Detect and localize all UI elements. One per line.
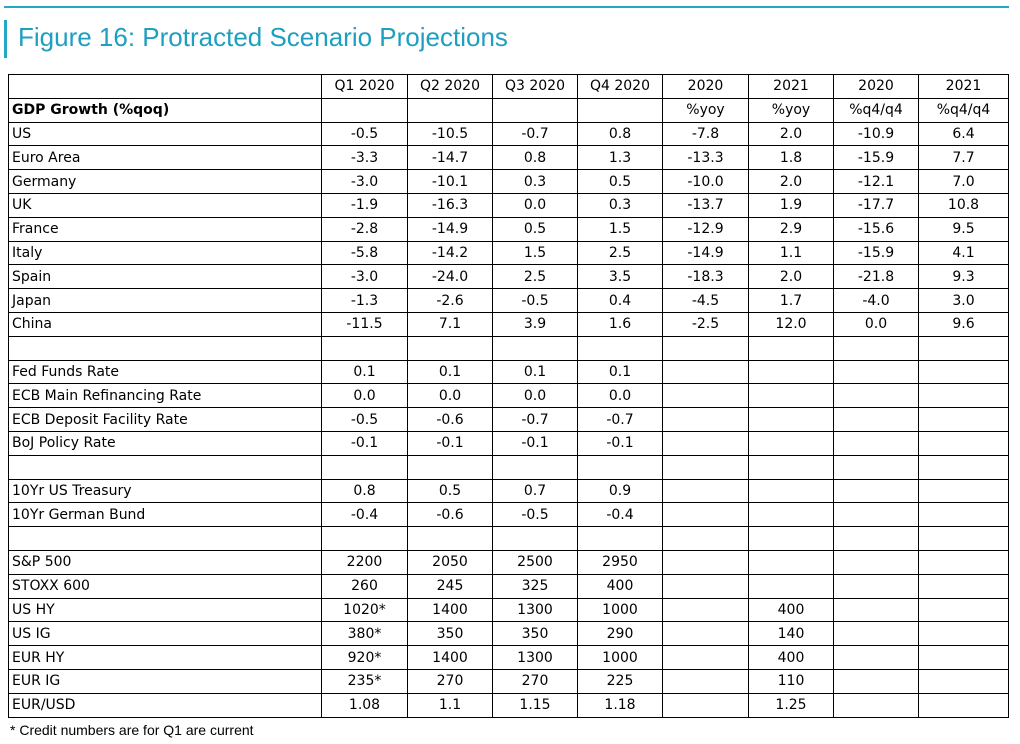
value-cell: -3.0 (322, 265, 408, 289)
value-cell: 1.08 (322, 693, 408, 717)
value-cell: 2500 (493, 550, 578, 574)
value-cell: -14.2 (408, 241, 493, 265)
table-row (9, 193, 1009, 217)
row-label-cell: EUR IG (9, 669, 322, 693)
value-cell: -15.9 (834, 241, 919, 265)
value-cell: 225 (578, 669, 663, 693)
value-cell (834, 527, 919, 551)
value-cell: 350 (493, 622, 578, 646)
value-cell: 0.9 (578, 479, 663, 503)
value-cell: 2.0 (749, 170, 834, 194)
row-label-cell: BoJ Policy Rate (9, 431, 322, 455)
value-cell: 2.0 (749, 265, 834, 289)
value-cell: 1400 (408, 646, 493, 670)
table-row (9, 384, 1009, 408)
value-cell (919, 408, 1009, 432)
title-accent-bar (4, 20, 7, 58)
value-cell (919, 669, 1009, 693)
value-cell: -10.0 (663, 170, 749, 194)
table-row (9, 622, 1009, 646)
value-cell: 400 (578, 574, 663, 598)
value-cell (493, 98, 578, 122)
value-cell: -0.4 (578, 503, 663, 527)
value-cell: 0.8 (578, 122, 663, 146)
value-cell: 4.1 (919, 241, 1009, 265)
value-cell: Q3 2020 (493, 75, 578, 99)
value-cell (749, 550, 834, 574)
row-label-cell: ECB Deposit Facility Rate (9, 408, 322, 432)
value-cell: 1020* (322, 598, 408, 622)
value-cell: -12.1 (834, 170, 919, 194)
value-cell: 7.0 (919, 170, 1009, 194)
value-cell: -1.9 (322, 193, 408, 217)
row-label-cell: GDP Growth (%qoq) (9, 98, 322, 122)
row-label-cell: US (9, 122, 322, 146)
value-cell: -15.6 (834, 217, 919, 241)
value-cell: 1000 (578, 598, 663, 622)
value-cell: 0.5 (578, 170, 663, 194)
value-cell (322, 455, 408, 479)
value-cell: 400 (749, 598, 834, 622)
value-cell (834, 669, 919, 693)
value-cell (834, 503, 919, 527)
value-cell: -13.3 (663, 146, 749, 170)
value-cell (919, 336, 1009, 360)
value-cell: 1.15 (493, 693, 578, 717)
table-row (9, 574, 1009, 598)
value-cell: 140 (749, 622, 834, 646)
value-cell (834, 455, 919, 479)
value-cell: 3.9 (493, 312, 578, 336)
value-cell: -3.3 (322, 146, 408, 170)
value-cell: 1400 (408, 598, 493, 622)
row-label-cell: Germany (9, 170, 322, 194)
value-cell: 1.7 (749, 289, 834, 313)
value-cell: -2.8 (322, 217, 408, 241)
value-cell: 0.7 (493, 479, 578, 503)
value-cell: 2021 (919, 75, 1009, 99)
value-cell: 2.5 (578, 241, 663, 265)
value-cell: 0.0 (493, 193, 578, 217)
value-cell: 2.9 (749, 217, 834, 241)
value-cell (834, 550, 919, 574)
value-cell: -0.4 (322, 503, 408, 527)
table-row (9, 431, 1009, 455)
value-cell: 10.8 (919, 193, 1009, 217)
value-cell: -7.8 (663, 122, 749, 146)
row-label-cell: EUR HY (9, 646, 322, 670)
value-cell (663, 431, 749, 455)
value-cell: 0.8 (322, 479, 408, 503)
value-cell: 1.5 (578, 217, 663, 241)
row-label-cell (9, 455, 322, 479)
footnote: * Credit numbers are for Q1 are current (10, 722, 254, 738)
value-cell: -0.1 (578, 431, 663, 455)
value-cell: 3.5 (578, 265, 663, 289)
subheader-row (9, 98, 1009, 122)
value-cell (834, 431, 919, 455)
value-cell: 0.3 (578, 193, 663, 217)
value-cell: -15.9 (834, 146, 919, 170)
value-cell: 1300 (493, 646, 578, 670)
value-cell (322, 336, 408, 360)
value-cell (663, 503, 749, 527)
value-cell: 0.1 (493, 360, 578, 384)
row-label-cell: S&P 500 (9, 550, 322, 574)
value-cell: %q4/q4 (919, 98, 1009, 122)
value-cell (919, 527, 1009, 551)
value-cell: 0.3 (493, 170, 578, 194)
value-cell (749, 336, 834, 360)
table-row (9, 693, 1009, 717)
value-cell: -13.7 (663, 193, 749, 217)
table-row (9, 550, 1009, 574)
value-cell (663, 384, 749, 408)
value-cell (663, 598, 749, 622)
row-label-cell: EUR/USD (9, 693, 322, 717)
value-cell: -12.9 (663, 217, 749, 241)
value-cell: 6.4 (919, 122, 1009, 146)
value-cell (749, 360, 834, 384)
table-row (9, 217, 1009, 241)
value-cell: -4.0 (834, 289, 919, 313)
table-row (9, 146, 1009, 170)
value-cell: 110 (749, 669, 834, 693)
value-cell (493, 336, 578, 360)
value-cell (834, 408, 919, 432)
value-cell: -21.8 (834, 265, 919, 289)
value-cell: 325 (493, 574, 578, 598)
value-cell (919, 598, 1009, 622)
value-cell: -0.5 (322, 408, 408, 432)
table-row (9, 669, 1009, 693)
value-cell: -2.6 (408, 289, 493, 313)
value-cell: 380* (322, 622, 408, 646)
row-label-cell: 10Yr German Bund (9, 503, 322, 527)
value-cell: -14.9 (408, 217, 493, 241)
table-row (9, 241, 1009, 265)
value-cell (663, 669, 749, 693)
value-cell (919, 360, 1009, 384)
value-cell (834, 574, 919, 598)
row-label-cell: China (9, 312, 322, 336)
value-cell: 9.3 (919, 265, 1009, 289)
value-cell: 260 (322, 574, 408, 598)
value-cell: -24.0 (408, 265, 493, 289)
value-cell: -0.1 (408, 431, 493, 455)
value-cell: -10.1 (408, 170, 493, 194)
value-cell: -3.0 (322, 170, 408, 194)
value-cell (919, 693, 1009, 717)
value-cell (834, 384, 919, 408)
value-cell: 7.7 (919, 146, 1009, 170)
row-label-cell (9, 75, 322, 99)
value-cell (408, 455, 493, 479)
value-cell (578, 455, 663, 479)
value-cell: %yoy (749, 98, 834, 122)
value-cell (322, 98, 408, 122)
value-cell: -16.3 (408, 193, 493, 217)
value-cell: 270 (408, 669, 493, 693)
value-cell (663, 622, 749, 646)
value-cell: -17.7 (834, 193, 919, 217)
value-cell (919, 479, 1009, 503)
value-cell: -1.3 (322, 289, 408, 313)
value-cell (663, 646, 749, 670)
value-cell: 0.5 (493, 217, 578, 241)
table-row (9, 479, 1009, 503)
header-row (9, 75, 1009, 99)
value-cell: 0.1 (408, 360, 493, 384)
value-cell: %yoy (663, 98, 749, 122)
value-cell: 7.1 (408, 312, 493, 336)
value-cell: 1.1 (408, 693, 493, 717)
value-cell: -0.7 (493, 408, 578, 432)
value-cell (663, 408, 749, 432)
value-cell (749, 479, 834, 503)
value-cell: 3.0 (919, 289, 1009, 313)
value-cell (578, 527, 663, 551)
value-cell: 0.4 (578, 289, 663, 313)
value-cell: 12.0 (749, 312, 834, 336)
table-row (9, 289, 1009, 313)
row-label-cell: STOXX 600 (9, 574, 322, 598)
value-cell: -4.5 (663, 289, 749, 313)
value-cell: 0.0 (834, 312, 919, 336)
value-cell (749, 408, 834, 432)
value-cell (749, 503, 834, 527)
value-cell (663, 550, 749, 574)
value-cell: -0.7 (493, 122, 578, 146)
table-body (9, 75, 1009, 718)
value-cell: 0.0 (578, 384, 663, 408)
value-cell: 9.6 (919, 312, 1009, 336)
value-cell: 2021 (749, 75, 834, 99)
value-cell (663, 479, 749, 503)
value-cell (408, 336, 493, 360)
value-cell (834, 336, 919, 360)
projections-table (8, 74, 1009, 718)
table-row (9, 527, 1009, 551)
value-cell (663, 360, 749, 384)
value-cell (919, 550, 1009, 574)
table-row (9, 360, 1009, 384)
value-cell: -0.1 (493, 431, 578, 455)
table-row (9, 265, 1009, 289)
value-cell (749, 527, 834, 551)
value-cell: Q2 2020 (408, 75, 493, 99)
value-cell: 1.3 (578, 146, 663, 170)
value-cell (919, 431, 1009, 455)
figure-title: Figure 16: Protracted Scenario Projections (18, 22, 508, 52)
value-cell: -14.7 (408, 146, 493, 170)
row-label-cell (9, 336, 322, 360)
value-cell: 400 (749, 646, 834, 670)
value-cell: 2.5 (493, 265, 578, 289)
value-cell (663, 527, 749, 551)
value-cell: 2050 (408, 550, 493, 574)
value-cell (919, 503, 1009, 527)
row-label-cell: US HY (9, 598, 322, 622)
row-label-cell: Spain (9, 265, 322, 289)
value-cell: -0.6 (408, 408, 493, 432)
value-cell (663, 455, 749, 479)
row-label-cell: Fed Funds Rate (9, 360, 322, 384)
value-cell (749, 384, 834, 408)
figure-header (4, 6, 1009, 54)
row-label-cell: UK (9, 193, 322, 217)
value-cell: -10.5 (408, 122, 493, 146)
value-cell: -5.8 (322, 241, 408, 265)
value-cell: -14.9 (663, 241, 749, 265)
value-cell: -11.5 (322, 312, 408, 336)
value-cell: 0.1 (578, 360, 663, 384)
value-cell: 1.1 (749, 241, 834, 265)
value-cell: -0.1 (322, 431, 408, 455)
value-cell: -10.9 (834, 122, 919, 146)
value-cell: 1.9 (749, 193, 834, 217)
row-label-cell: Euro Area (9, 146, 322, 170)
table-row (9, 336, 1009, 360)
table-row (9, 408, 1009, 432)
table-row (9, 646, 1009, 670)
value-cell: 0.0 (322, 384, 408, 408)
value-cell: 0.1 (322, 360, 408, 384)
value-cell: 245 (408, 574, 493, 598)
value-cell (919, 455, 1009, 479)
value-cell: 0.8 (493, 146, 578, 170)
value-cell: -0.5 (493, 503, 578, 527)
value-cell: 2950 (578, 550, 663, 574)
value-cell: 0.0 (493, 384, 578, 408)
value-cell: 2020 (834, 75, 919, 99)
value-cell: 270 (493, 669, 578, 693)
value-cell: 350 (408, 622, 493, 646)
value-cell: -0.5 (493, 289, 578, 313)
value-cell (663, 574, 749, 598)
value-cell: -2.5 (663, 312, 749, 336)
row-label-cell: 10Yr US Treasury (9, 479, 322, 503)
value-cell (919, 646, 1009, 670)
value-cell (408, 98, 493, 122)
value-cell (919, 622, 1009, 646)
table-row (9, 312, 1009, 336)
value-cell (834, 622, 919, 646)
row-label-cell: France (9, 217, 322, 241)
value-cell: 1.18 (578, 693, 663, 717)
value-cell (408, 527, 493, 551)
value-cell: 0.0 (408, 384, 493, 408)
value-cell: 1.25 (749, 693, 834, 717)
value-cell: -0.5 (322, 122, 408, 146)
row-label-cell: Japan (9, 289, 322, 313)
value-cell (919, 574, 1009, 598)
value-cell: 1300 (493, 598, 578, 622)
value-cell (749, 431, 834, 455)
value-cell (578, 336, 663, 360)
value-cell (749, 574, 834, 598)
value-cell: %q4/q4 (834, 98, 919, 122)
value-cell: -18.3 (663, 265, 749, 289)
value-cell: Q4 2020 (578, 75, 663, 99)
value-cell: 9.5 (919, 217, 1009, 241)
table-row (9, 170, 1009, 194)
table-row (9, 503, 1009, 527)
value-cell (834, 598, 919, 622)
row-label-cell: ECB Main Refinancing Rate (9, 384, 322, 408)
value-cell (493, 527, 578, 551)
value-cell (578, 98, 663, 122)
table-row (9, 122, 1009, 146)
value-cell (834, 479, 919, 503)
value-cell (834, 693, 919, 717)
value-cell (322, 527, 408, 551)
value-cell (834, 646, 919, 670)
value-cell: 235* (322, 669, 408, 693)
value-cell: 1.8 (749, 146, 834, 170)
value-cell: 920* (322, 646, 408, 670)
table-row (9, 455, 1009, 479)
value-cell: 290 (578, 622, 663, 646)
row-label-cell: US IG (9, 622, 322, 646)
value-cell: 1.5 (493, 241, 578, 265)
value-cell (919, 384, 1009, 408)
value-cell: 0.5 (408, 479, 493, 503)
value-cell: -0.6 (408, 503, 493, 527)
value-cell: 2200 (322, 550, 408, 574)
value-cell: 1.6 (578, 312, 663, 336)
value-cell: 1000 (578, 646, 663, 670)
value-cell: -0.7 (578, 408, 663, 432)
value-cell (663, 336, 749, 360)
row-label-cell (9, 527, 322, 551)
value-cell: Q1 2020 (322, 75, 408, 99)
value-cell: 2.0 (749, 122, 834, 146)
value-cell (493, 455, 578, 479)
row-label-cell: Italy (9, 241, 322, 265)
value-cell (663, 693, 749, 717)
value-cell (834, 360, 919, 384)
table-row (9, 598, 1009, 622)
value-cell: 2020 (663, 75, 749, 99)
value-cell (749, 455, 834, 479)
